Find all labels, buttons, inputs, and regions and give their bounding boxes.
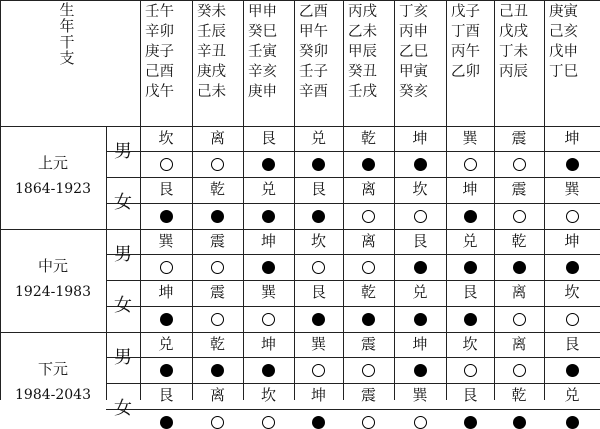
header-title-char: 干 [59,33,75,51]
hollow-circle-icon [513,313,526,326]
ganzhi-year: 丙戌 [348,4,377,20]
trigram-cell: 震 [511,180,527,198]
trigram-cell: 震 [511,129,527,147]
hollow-circle-icon [414,416,427,429]
trigram-cell: 乾 [360,283,376,301]
trigram-cell: 离 [360,232,376,250]
filled-circle-icon [464,210,477,223]
filled-circle-icon [160,364,173,377]
header-title [58,2,76,66]
filled-circle-icon [262,210,275,223]
trigram-cell: 坤 [260,232,276,250]
hollow-circle-icon [513,210,526,223]
ganzhi-column-2 [193,2,243,102]
filled-circle-icon [464,313,477,326]
era-years: 1864-1923 [15,181,91,197]
trigram-cell: 坤 [564,129,580,147]
filled-circle-icon [312,416,325,429]
ganzhi-year: 丁巳 [549,64,578,80]
filled-circle-icon [566,364,579,377]
filled-circle-icon [262,158,275,171]
trigram-cell: 巽 [412,386,428,404]
ganzhi-column-5 [344,2,394,102]
ganzhi-year: 癸丑 [348,64,377,80]
ganzhi-year: 辛丑 [197,44,226,60]
hollow-circle-icon [362,364,375,377]
trigram-cell: 坤 [564,232,580,250]
trigram-cell: 巽 [310,335,326,353]
header-title-char: 年 [59,17,75,35]
trigram-cell: 艮 [310,180,326,198]
hollow-circle-icon [262,313,275,326]
ganzhi-year: 乙未 [348,24,377,40]
filled-circle-icon [262,261,275,274]
ganzhi-year: 壬戌 [348,84,377,100]
hollow-circle-icon [362,261,375,274]
trigram-cell: 巽 [158,232,174,250]
filled-circle-icon [160,313,173,326]
trigram-cell: 坎 [310,232,326,250]
hollow-circle-icon [464,364,477,377]
trigram-cell: 乾 [511,232,527,250]
trigram-cell: 艮 [564,335,580,353]
ganzhi-year: 丙申 [399,24,428,40]
trigram-cell: 震 [360,386,376,404]
header-bottom-border [0,126,600,127]
trigram-cell: 离 [511,283,527,301]
trigram-cell: 艮 [462,283,478,301]
ganzhi-year: 戊戌 [499,24,528,40]
hollow-circle-icon [464,158,477,171]
trigram-cell: 离 [511,335,527,353]
trigram-cell: 震 [360,335,376,353]
trigram-cell: 艮 [158,180,174,198]
filled-circle-icon [211,364,224,377]
male-label: 男 [114,243,132,265]
filled-circle-icon [566,158,579,171]
hollow-circle-icon [262,416,275,429]
ganzhi-year: 辛亥 [248,64,277,80]
ganzhi-year: 甲寅 [399,64,428,80]
trigram-cell: 艮 [260,129,276,147]
filled-circle-icon [160,210,173,223]
ganzhi-year: 丁酉 [451,24,480,40]
ganzhi-year: 庚子 [145,44,174,60]
gender-split-line [106,383,600,384]
gender-split-line [106,177,600,178]
trigram-cell: 乾 [209,335,225,353]
trigram-cell: 艮 [310,283,326,301]
trigram-cell: 乾 [511,386,527,404]
ganzhi-year: 甲午 [299,24,328,40]
hollow-circle-icon [566,313,579,326]
hollow-circle-icon [211,416,224,429]
row-line [106,151,600,152]
era-divider [0,229,600,230]
ganzhi-year: 庚戌 [197,64,226,80]
filled-circle-icon [362,158,375,171]
trigram-cell: 巽 [462,129,478,147]
trigram-cell: 坎 [564,283,580,301]
header-title-char: 生 [59,1,75,19]
ganzhi-year: 壬寅 [248,44,277,60]
ganzhi-year: 乙巳 [399,44,428,60]
ganzhi-year: 丁未 [499,44,528,60]
ganzhi-column-3 [244,2,294,102]
filled-circle-icon [513,416,526,429]
era-name: 中元 [37,257,68,275]
ganzhi-year: 癸巳 [248,24,277,40]
trigram-cell: 兑 [158,335,174,353]
trigram-cell: 离 [209,386,225,404]
male-label: 男 [114,346,132,368]
filled-circle-icon [160,416,173,429]
trigram-cell: 坎 [158,129,174,147]
female-label: 女 [114,398,132,419]
trigram-cell: 坎 [462,335,478,353]
trigram-cell: 坎 [260,386,276,404]
hollow-circle-icon [513,158,526,171]
trigram-cell: 坤 [412,129,428,147]
era-name: 上元 [37,154,68,172]
row-line [106,203,600,204]
trigram-cell: 坤 [310,386,326,404]
trigram-cell: 坎 [412,180,428,198]
ganzhi-year: 乙酉 [299,4,328,20]
filled-circle-icon [414,313,427,326]
filled-circle-icon [414,261,427,274]
filled-circle-icon [312,313,325,326]
trigram-cell: 兑 [412,283,428,301]
era-divider [0,332,600,333]
filled-circle-icon [464,416,477,429]
hollow-circle-icon [566,210,579,223]
trigram-cell: 兑 [564,386,580,404]
ganzhi-year: 己酉 [145,64,174,80]
ganzhi-column-1 [141,2,191,102]
filled-circle-icon [464,261,477,274]
ganzhi-year: 乙卯 [451,64,480,80]
filled-circle-icon [362,313,375,326]
trigram-cell: 乾 [209,180,225,198]
ganzhi-column-8 [495,2,545,82]
filled-circle-icon [566,416,579,429]
female-label: 女 [114,295,132,316]
hollow-circle-icon [362,416,375,429]
trigram-cell: 离 [209,129,225,147]
filled-circle-icon [414,364,427,377]
trigram-cell: 坤 [462,180,478,198]
ganzhi-year: 甲申 [248,4,277,20]
female-label: 女 [114,192,132,213]
hollow-circle-icon [211,313,224,326]
ganzhi-year: 己亥 [549,24,578,40]
ganzhi-year: 癸亥 [399,84,428,100]
hollow-circle-icon [160,261,173,274]
hollow-circle-icon [312,364,325,377]
ganzhi-year: 壬辰 [197,24,226,40]
trigram-cell: 巽 [260,283,276,301]
ganzhi-year: 丙午 [451,44,480,60]
trigram-cell: 艮 [158,386,174,404]
trigram-cell: 乾 [360,129,376,147]
row-line [106,357,600,358]
ganzhi-year: 戊子 [451,4,480,20]
trigram-cell: 震 [209,232,225,250]
era-name: 下元 [37,360,68,378]
ganzhi-column-4 [295,2,345,102]
table-top-border [0,0,600,1]
filled-circle-icon [312,210,325,223]
header-title-char: 支 [59,49,75,67]
ganzhi-year: 辛卯 [145,24,174,40]
trigram-cell: 兑 [260,180,276,198]
row-line [106,409,600,410]
hollow-circle-icon [414,210,427,223]
trigram-cell: 离 [360,180,376,198]
era-years: 1924-1983 [15,284,91,300]
ganzhi-year: 丁亥 [399,4,428,20]
filled-circle-icon [312,158,325,171]
male-label: 男 [114,140,132,162]
trigram-cell: 兑 [310,129,326,147]
hollow-circle-icon [211,261,224,274]
trigram-cell: 坤 [412,335,428,353]
gender-split-line [106,280,600,281]
ganzhi-year: 癸卯 [299,44,328,60]
trigram-cell: 坤 [158,283,174,301]
ganzhi-year: 壬子 [299,64,328,80]
ganzhi-year: 戊午 [145,84,174,100]
hollow-circle-icon [362,210,375,223]
ganzhi-year: 癸未 [197,4,226,20]
ganzhi-year: 己未 [197,84,226,100]
ganzhi-year: 壬午 [145,4,174,20]
hollow-circle-icon [312,261,325,274]
filled-circle-icon [566,261,579,274]
hollow-circle-icon [513,364,526,377]
row-line [106,254,600,255]
ganzhi-year: 己丑 [499,4,528,20]
hollow-circle-icon [160,158,173,171]
filled-circle-icon [262,364,275,377]
trigram-cell: 艮 [412,232,428,250]
trigram-cell: 艮 [462,386,478,404]
trigram-cell: 兑 [462,232,478,250]
era-years: 1984-2043 [15,387,91,403]
ganzhi-year: 丙辰 [499,64,528,80]
filled-circle-icon [513,261,526,274]
trigram-cell: 巽 [564,180,580,198]
ganzhi-year: 甲辰 [348,44,377,60]
ganzhi-column-6 [395,2,445,102]
hollow-circle-icon [211,158,224,171]
ganzhi-column-9 [545,2,595,82]
ganzhi-column-7 [447,2,497,82]
filled-circle-icon [211,210,224,223]
filled-circle-icon [414,158,427,171]
table-left-border [0,0,1,400]
trigram-cell: 坤 [260,335,276,353]
trigram-cell: 震 [209,283,225,301]
row-line [106,306,600,307]
ganzhi-year: 庚申 [248,84,277,100]
ganzhi-year: 辛酉 [299,84,328,100]
ganzhi-year: 戊申 [549,44,578,60]
ganzhi-year: 庚寅 [549,4,578,20]
